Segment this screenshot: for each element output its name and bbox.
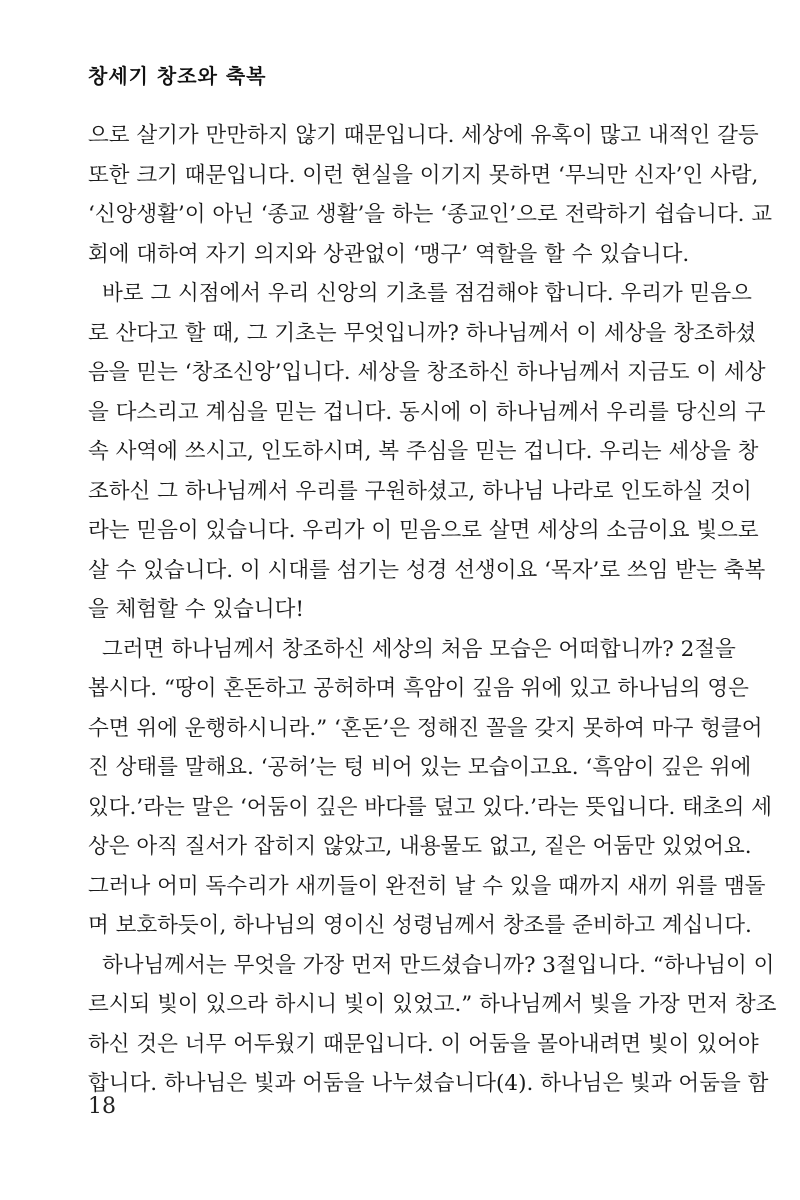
text-line: 으로 살기가 만만하지 않기 때문입니다. 세상에 유혹이 많고 내적인 갈등 — [88, 123, 759, 148]
text-line: 수면 위에 운행하시니라.” ‘혼돈’은 정해진 꼴을 갖지 못하여 마구 헝클어 — [88, 715, 763, 741]
text-line: 하신 것은 너무 어두웠기 때문입니다. 이 어둠을 몰아내려면 빛이 있어야 — [88, 1031, 759, 1057]
text-line: 또한 크기 때문입니다. 이런 현실을 이기지 못하면 ‘무늬만 신자’인 사람, — [88, 162, 759, 188]
text-line: 합니다. 하나님은 빛과 어둠을 나누셨습니다(4). 하나님은 빛과 어둠을 함 — [88, 1071, 769, 1096]
body-text — [88, 116, 777, 1104]
text-line: 며 보호하듯이, 하나님의 영이신 성령님께서 창조를 준비하고 계십니다. — [88, 913, 752, 938]
running-header: 창세기 창조와 축복 — [88, 64, 267, 88]
text-line: 그러면 하나님께서 창조하신 세상의 처음 모습은 어떠합니까? 2절을 — [102, 636, 736, 662]
text-line: 을 체험할 수 있습니다! — [88, 597, 305, 622]
text-line: ‘신앙생활’이 아닌 ‘종교 생활’을 하는 ‘종교인’으로 전락하기 쉽습니다. 교 — [88, 202, 773, 227]
text-line: 하나님께서는 무엇을 가장 먼저 만드셨습니까? 3절입니다. “하나님이 이 — [102, 952, 775, 978]
text-line: 르시되 빛이 있으라 하시니 빛이 있었고.” 하나님께서 빛을 가장 먼저 창조 — [88, 992, 777, 1017]
text-line: 음을 믿는 ‘창조신앙’입니다. 세상을 창조하신 하나님께서 지금도 이 세상 — [88, 360, 766, 385]
text-line: 봅시다. “땅이 혼돈하고 공허하며 흑암이 깊음 위에 있고 하나님의 영은 — [88, 676, 749, 701]
text-line: 라는 믿음이 있습니다. 우리가 이 믿음으로 살면 세상의 소금이요 빛으로 — [88, 518, 759, 543]
text-line: 을 다스리고 계심을 믿는 겁니다. 동시에 이 하나님께서 우리를 당신의 구 — [88, 399, 766, 425]
text-line: 그러나 어미 독수리가 새끼들이 완전히 날 수 있을 때까지 새끼 위를 맴돌 — [88, 873, 766, 899]
text-line: 바로 그 시점에서 우리 신앙의 기초를 점검해야 합니다. 우리가 믿음으 — [102, 281, 752, 306]
text-line: 살 수 있습니다. 이 시대를 섬기는 성경 선생이요 ‘목자’로 쓰임 받는 축복 — [88, 557, 766, 583]
text-line: 조하신 그 하나님께서 우리를 구원하셨고, 하나님 나라로 인도하실 것이 — [88, 478, 752, 504]
text-line: 진 상태를 말해요. ‘공허’는 텅 비어 있는 모습이고요. ‘흑암이 깊은 위에 — [88, 755, 752, 780]
text-line: 로 산다고 할 때, 그 기초는 무엇입니까? 하나님께서 이 세상을 창조하셨 — [88, 320, 757, 346]
text-line: 회에 대하여 자기 의지와 상관없이 ‘맹구’ 역할을 할 수 있습니다. — [88, 241, 690, 267]
page-number: 18 — [88, 1094, 116, 1119]
text-line: 있다.’라는 말은 ‘어둠이 깊은 바다를 덮고 있다.’라는 뜻입니다. 태초의 세 — [88, 794, 773, 820]
text-line: 상은 아직 질서가 잡히지 않았고, 내용물도 없고, 짙은 어둠만 있었어요. — [88, 834, 752, 859]
text-line: 속 사역에 쓰시고, 인도하시며, 복 주심을 믿는 겁니다. 우리는 세상을 창 — [88, 439, 759, 464]
